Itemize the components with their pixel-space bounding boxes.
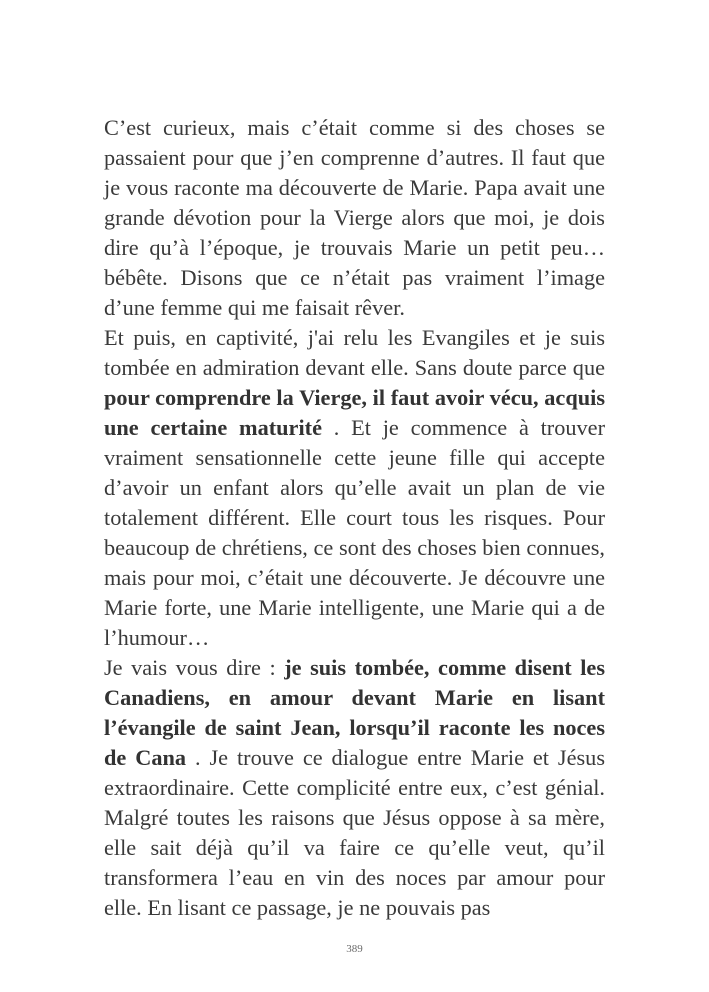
paragraph-3 [104,653,605,923]
paragraph-1 [104,113,605,323]
emphasis-text: je suis tombée, comme disent les Canadiens, en amour devant Marie en lisant l’évangile de saint Jean, lorsqu’il raconte les noces de Cana [104,655,605,770]
paragraph-2 [104,323,605,653]
paragraph-text: . Je trouve ce dialogue entre Marie et Jésus extraordinaire. Cette complicité entre eux, c’est génial. Malgré toutes les raisons que Jésus oppose à sa mère, elle sait déjà qu’il va faire ce qu’elle veut, qu’il transformera l’eau en vin des noces par amour pour elle. En lisant ce passage, je ne pouvais pas [104,745,605,920]
paragraph-text: C’est curieux, mais c’était comme si des choses se passaient pour que j’en comprenne d’autres. Il faut que je vous raconte ma découverte de Marie. Papa avait une grande dévotion pour la Vierge alors que moi, je dois dire qu’à l’époque, je trouvais Marie un petit peu… bébête. Disons que ce n’était pas vraiment l’image d’une femme qui me faisait rêver. [104,115,605,320]
page-body [104,113,605,923]
emphasis-text: pour comprendre la Vierge, il faut avoir vécu, acquis une certaine maturité [104,385,605,440]
page-number: 389 [346,943,363,955]
paragraph-text: Et puis, en captivité, j'ai relu les Evangiles et je suis tombée en admiration devant elle. Sans doute parce que [104,325,605,380]
paragraph-text: Je vais vous dire : [104,655,285,680]
paragraph-text: . Et je commence à trouver vraiment sensationnelle cette jeune fille qui accepte d’avoir un enfant alors qu’elle avait un plan de vie totalement différent. Elle court tous les risques. Pour beaucoup de chrétiens, ce sont des choses bien connues, mais pour moi, c’était une découverte. Je découvre une Marie forte, une Marie intelligente, une Marie qui a de l’humour… [104,415,606,650]
